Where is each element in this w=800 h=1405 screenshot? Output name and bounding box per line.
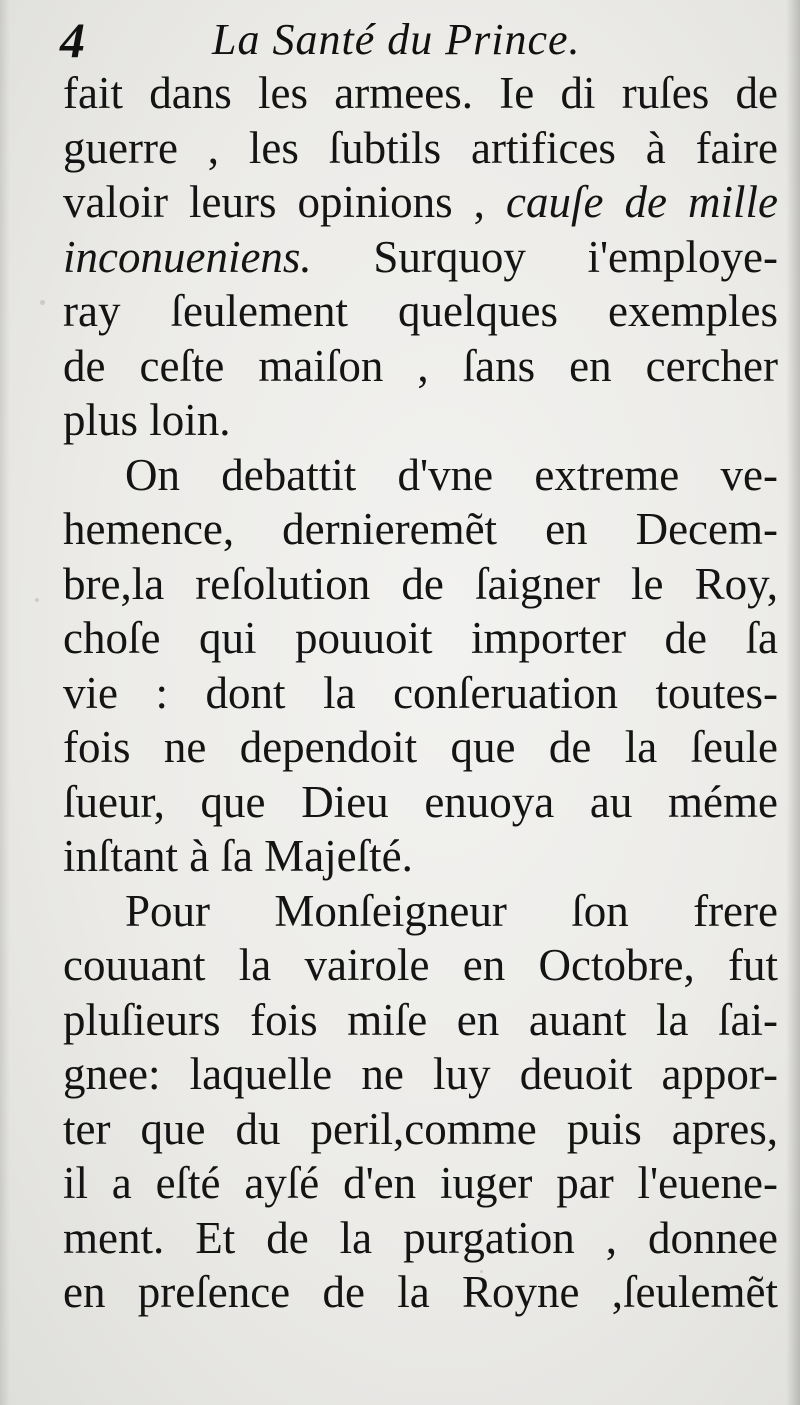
text-line: bre,la reſolution de ſaigner le Roy, [63,558,778,609]
text-line: ſueur, que Dieu enuoya au méme [63,776,778,827]
text-line: inconueniens. Surquoy i'employe- [63,231,778,282]
text-line: couuant la vairole en Octobre, fut [63,940,778,990]
body-text [63,66,778,1320]
text-line: de ceſte maiſon , ſans en cercher [63,340,778,391]
italic-phrase: cauſe de mille [505,177,778,227]
paragraph-start-line: On debattit d'vne extreme ve- [125,449,778,500]
text-line: ter que du peril,comme puis apres, [63,1103,778,1154]
page-header [52,8,772,68]
ink-speck [35,598,39,602]
text-line: fois ne dependoit que de la ſeule [63,722,778,772]
ink-speck [40,300,45,305]
text-line: valoir leurs opinions , cauſe de mille [63,177,778,227]
text-line: choſe qui pouuoit importer de ſa [63,613,778,663]
text-line: ment. Et de la purgation , donnee [63,1212,778,1263]
text-line: vie : dont la conſeruation toutes- [63,667,778,718]
italic-phrase: inconueniens. [63,231,312,282]
text-line: il a eſté ayſé d'en iuger par l'euene- [63,1158,778,1208]
paragraph-start-line: Pour Monſeigneur ſon frere [125,885,778,936]
running-title: La Santé du Prince. [212,15,581,64]
page-shadow-right [786,0,800,1405]
text-line: fait dans les armees. Ie di ruſes de [63,68,778,118]
text-line: inſtant à ſa Majeſté. [63,831,413,881]
ink-speck [480,1270,483,1273]
text-line: guerre , les ſubtils artifices à faire [63,122,778,173]
text-line: pluſieurs fois miſe en auant la ſai- [63,994,778,1045]
text-line: hemence, dernieremẽt en Decem- [63,504,778,554]
page-number: 4 [60,12,85,68]
page-shadow-left [0,0,10,1405]
text-line: plus loin. [63,395,231,445]
text-line: gnee: laquelle ne luy deuoit appor- [63,1049,778,1099]
text-line: ray ſeulement quelques exemples [63,286,778,336]
text-line: en preſence de la Royne ,ſeulemẽt [63,1267,778,1317]
